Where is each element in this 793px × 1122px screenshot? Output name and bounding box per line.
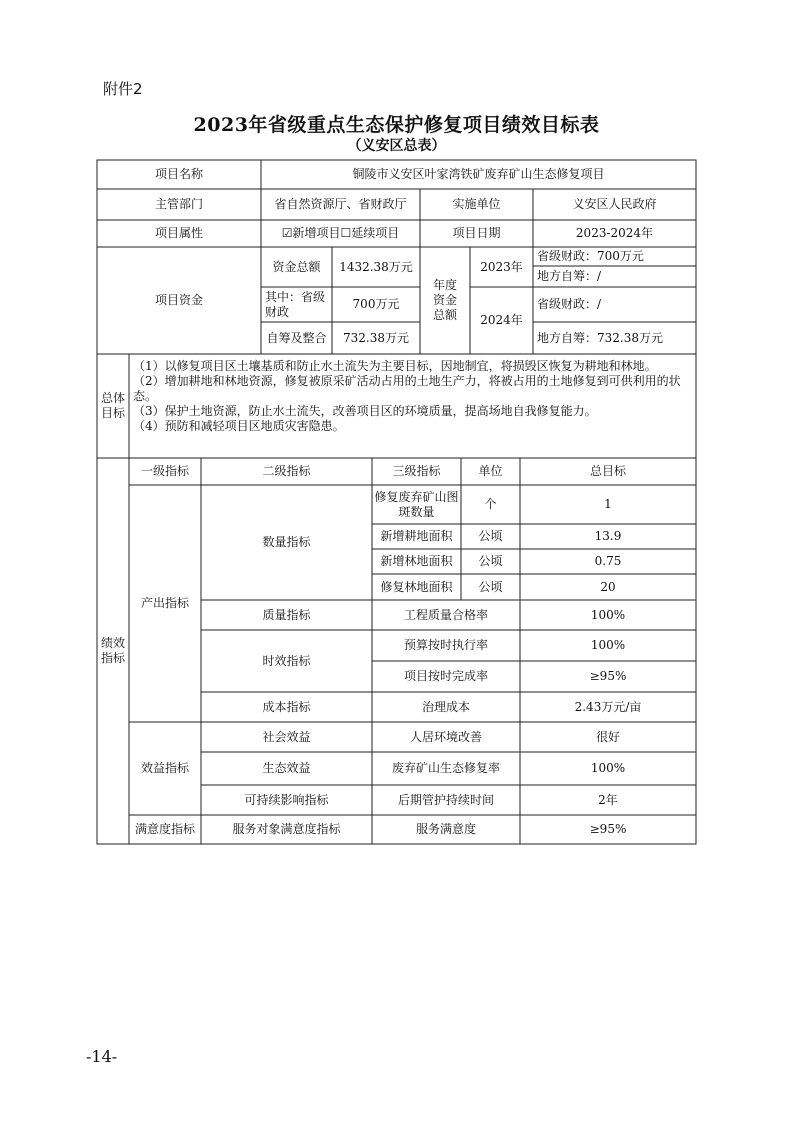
time-item: 预算按时执行率 [403, 638, 488, 652]
goal-line: （1）以修复项目区土壤基质和防止水土流失为主要目标，因地制宜，将损毁区恢复为耕地和林地。 [133, 359, 657, 373]
document-subtitle: （义安区总表） [347, 138, 446, 154]
cost-item: 治理成本 [421, 699, 470, 714]
y2023-local: 地方自筹：/ [537, 269, 602, 283]
goal-line: （3）保护土地资源，防止水土流失，改善项目区的环境质量，提高场地自我修复能力。 [133, 404, 597, 418]
impl-label: 实施单位 [452, 197, 501, 211]
attr-label: 项目属性 [154, 226, 203, 240]
header-unit: 单位 [478, 464, 503, 478]
eco-benefit: 生态效益 [262, 761, 311, 775]
eco-item: 废弃矿山生态修复率 [391, 761, 500, 775]
social-benefit: 社会效益 [262, 729, 311, 744]
q-target: 13.9 [594, 529, 622, 543]
header-level1: 一级指标 [140, 464, 189, 478]
satisfaction-target: ≥95% [589, 822, 627, 836]
goal-line: （2）增加耕地和林地资源，修复被原采矿活动占用的土地生产力，将被占用的土地修复到可供利用的状态。 [133, 374, 681, 403]
sustain-indicator: 可持续影响指标 [244, 792, 329, 807]
q-target: 20 [600, 579, 616, 594]
year-2023: 2023年 [480, 259, 523, 274]
funds-self-value: 732.38万元 [343, 330, 409, 345]
funds-prov-value: 700万元 [352, 297, 400, 311]
time-target: 100% [590, 638, 626, 652]
project-name-value: 铜陵市义安区叶家湾铁矿废弃矿山生态修复项目 [352, 167, 605, 181]
quality-target: 100% [590, 607, 626, 622]
document-title: 2023年省级重点生态保护修复项目绩效目标表 [193, 114, 600, 136]
date-value: 2023-2024年 [575, 226, 654, 240]
output-indicator: 产出指标 [140, 596, 189, 610]
time-target: ≥95% [589, 669, 627, 683]
satisfaction-indicator: 满意度指标 [134, 822, 195, 836]
project-name-label: 项目名称 [154, 167, 203, 181]
q-unit: 公顷 [478, 579, 503, 594]
q-target: 0.75 [594, 554, 622, 568]
attr-new-checkbox: ☑新增项目 [281, 226, 341, 240]
annual-funds-label: 年度资金总额 [432, 278, 457, 322]
quality-indicator: 质量指标 [262, 607, 311, 622]
social-target: 很好 [595, 729, 620, 744]
satisfaction-sub: 服务对象满意度指标 [232, 822, 341, 836]
timeliness-indicator: 时效指标 [262, 653, 311, 668]
goals-text [133, 359, 695, 434]
satisfaction-item: 服务满意度 [415, 822, 476, 836]
cost-target: 2.43万元/亩 [574, 699, 642, 714]
social-item: 人居环境改善 [409, 729, 482, 744]
q-target: 1 [604, 497, 612, 511]
header-level2: 二级指标 [262, 464, 311, 478]
cost-indicator: 成本指标 [262, 699, 311, 714]
dept-label: 主管部门 [154, 197, 203, 211]
quality-item: 工程质量合格率 [403, 607, 488, 622]
q-name: 修复林地面积 [380, 579, 453, 594]
time-item: 项目按时完成率 [403, 669, 488, 683]
funds-prov-label: 其中：省级财政 [265, 289, 326, 319]
page-number: -14- [86, 1047, 118, 1066]
q-unit: 个 [484, 497, 497, 511]
date-label: 项目日期 [452, 226, 501, 240]
sustain-target: 2年 [598, 792, 618, 807]
funds-self-label: 自筹及整合 [266, 330, 327, 345]
attr-cont-checkbox: ☐延续项目 [340, 226, 400, 240]
impl-value: 义安区人民政府 [572, 197, 657, 211]
q-unit: 公顷 [478, 554, 503, 568]
sustain-item: 后期管护持续时间 [397, 792, 494, 807]
quantity-indicator: 数量指标 [262, 535, 311, 549]
attachment-label: 附件2 [103, 80, 143, 98]
y2024-local: 地方自筹：732.38万元 [537, 330, 663, 345]
q-name: 修复废弃矿山图斑数量 [374, 489, 459, 519]
attr-value [261, 220, 420, 247]
header-target: 总目标 [589, 464, 626, 478]
y2023-prov: 省级财政：700万元 [537, 249, 644, 263]
q-unit: 公顷 [478, 529, 503, 543]
year-2024: 2024年 [480, 313, 523, 327]
perf-label: 绩效指标 [101, 636, 126, 665]
q-name: 新增耕地面积 [380, 529, 453, 543]
funds-label: 项目资金 [154, 293, 203, 307]
header-level3: 三级指标 [392, 464, 441, 478]
funds-total-label: 资金总额 [272, 259, 321, 274]
funds-total-value: 1432.38万元 [339, 259, 413, 274]
goals-label: 总体目标 [101, 391, 126, 420]
dept-value: 省自然资源厅、省财政厅 [274, 197, 407, 211]
goal-line: （4）预防和减轻项目区地质灾害隐患。 [133, 419, 345, 433]
eco-target: 100% [590, 761, 626, 775]
q-name: 新增林地面积 [380, 554, 453, 568]
y2024-prov: 省级财政：/ [537, 297, 602, 311]
benefit-indicator: 效益指标 [140, 761, 189, 775]
